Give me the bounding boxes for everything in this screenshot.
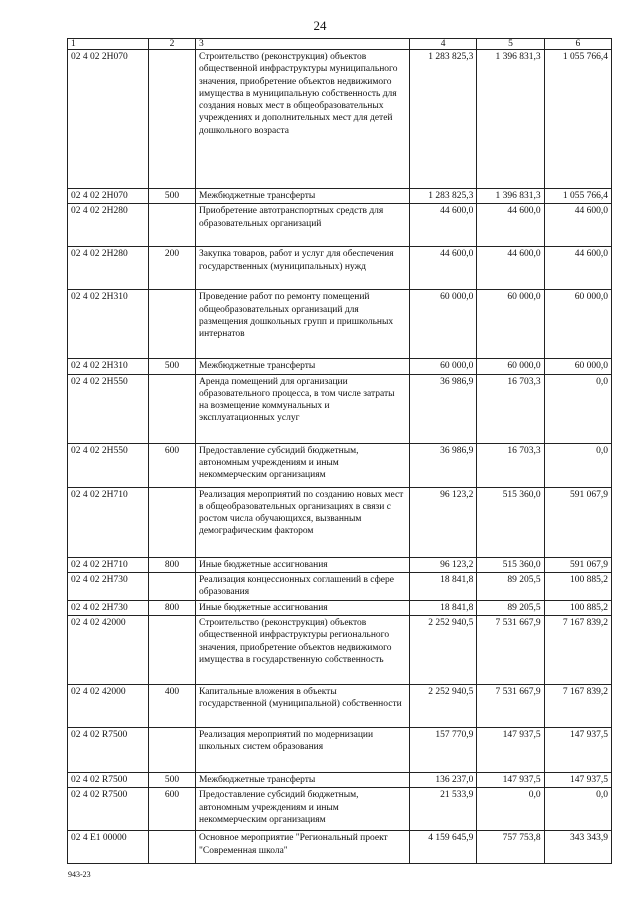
- header-col-3: 3: [196, 39, 410, 50]
- cell-value-col6: 591 067,9: [544, 557, 611, 572]
- table-row: [68, 204, 612, 247]
- cell-name: Межбюджетные трансферты: [196, 189, 410, 204]
- cell-expense-type: [149, 487, 196, 557]
- page-number: 24: [313, 18, 327, 33]
- cell-value-col4: 21 533,9: [410, 788, 477, 831]
- cell-value-col6: 60 000,0: [544, 359, 611, 374]
- cell-value-col5: 60 000,0: [477, 359, 544, 374]
- cell-code: 02 4 02 2Н710: [68, 557, 149, 572]
- cell-name: Реализация мероприятий по модернизации школьных систем образования: [196, 728, 410, 773]
- header-col-4: 4: [410, 39, 477, 50]
- cell-value-col4: 2 252 940,5: [410, 685, 477, 728]
- header-col-1: 1: [68, 39, 149, 50]
- cell-value-col4: 60 000,0: [410, 290, 477, 359]
- cell-code: 02 4 02 2Н730: [68, 572, 149, 600]
- cell-expense-type: [149, 728, 196, 773]
- cell-value-col4: 36 986,9: [410, 374, 477, 443]
- table-row: [68, 685, 612, 728]
- cell-value-col4: 60 000,0: [410, 359, 477, 374]
- table-row: [68, 189, 612, 204]
- cell-value-col4: 1 283 825,3: [410, 189, 477, 204]
- cell-value-col4: 44 600,0: [410, 247, 477, 290]
- cell-value-col4: 18 841,8: [410, 600, 477, 615]
- cell-expense-type: [149, 831, 196, 864]
- cell-expense-type: 400: [149, 685, 196, 728]
- cell-value-col5: 89 205,5: [477, 600, 544, 615]
- cell-name: Приобретение автотранспортных средств для образовательных организаций: [196, 204, 410, 247]
- cell-expense-type: 800: [149, 557, 196, 572]
- cell-expense-type: 500: [149, 773, 196, 788]
- cell-code: 02 4 02 2Н310: [68, 359, 149, 374]
- cell-value-col5: 757 753,8: [477, 831, 544, 864]
- table-row: [68, 359, 612, 374]
- cell-value-col4: 4 159 645,9: [410, 831, 477, 864]
- cell-code: 02 4 02 2Н730: [68, 600, 149, 615]
- cell-value-col6: 147 937,5: [544, 728, 611, 773]
- header-row: [68, 39, 612, 50]
- cell-value-col5: 44 600,0: [477, 204, 544, 247]
- table-row: [68, 374, 612, 443]
- cell-code: 02 4 02 R7500: [68, 773, 149, 788]
- cell-value-col4: 96 123,2: [410, 487, 477, 557]
- table-row: [68, 290, 612, 359]
- cell-value-col6: 0,0: [544, 788, 611, 831]
- cell-expense-type: [149, 290, 196, 359]
- table-row: [68, 728, 612, 773]
- header-col-5: 5: [477, 39, 544, 50]
- cell-value-col6: 7 167 839,2: [544, 685, 611, 728]
- cell-value-col4: 1 283 825,3: [410, 50, 477, 189]
- cell-value-col5: 1 396 831,3: [477, 50, 544, 189]
- cell-name: Строительство (реконструкция) объектов общественной инфраструктуры регионального значения, приобретение объектов недвижимого имущества в государственную собственность: [196, 616, 410, 685]
- cell-value-col6: 591 067,9: [544, 487, 611, 557]
- cell-expense-type: 600: [149, 443, 196, 487]
- cell-name: Межбюджетные трансферты: [196, 359, 410, 374]
- table-row: [68, 572, 612, 600]
- cell-name: Строительство (реконструкция) объектов общественной инфраструктуры муниципального значения, приобретение объектов недвижимого имущества в муниципальную собственность для создания новых мест в общеобразовательных учреждениях и дополнительных мест для детей дошкольного возраста: [196, 50, 410, 189]
- header-col-2: 2: [149, 39, 196, 50]
- cell-value-col4: 44 600,0: [410, 204, 477, 247]
- cell-value-col5: 147 937,5: [477, 773, 544, 788]
- cell-name: Иные бюджетные ассигнования: [196, 557, 410, 572]
- table-row: [68, 487, 612, 557]
- cell-value-col5: 7 531 667,9: [477, 685, 544, 728]
- cell-value-col5: 60 000,0: [477, 290, 544, 359]
- cell-value-col5: 89 205,5: [477, 572, 544, 600]
- table-row: [68, 50, 612, 189]
- cell-code: 02 4 E1 00000: [68, 831, 149, 864]
- cell-value-col6: 1 055 766,4: [544, 189, 611, 204]
- cell-value-col5: 1 396 831,3: [477, 189, 544, 204]
- table-row: [68, 247, 612, 290]
- cell-name: Основное мероприятие "Региональный проект "Современная школа": [196, 831, 410, 864]
- cell-value-col6: 343 343,9: [544, 831, 611, 864]
- cell-name: Закупка товаров, работ и услуг для обеспечения государственных (муниципальных) нужд: [196, 247, 410, 290]
- cell-value-col6: 7 167 839,2: [544, 616, 611, 685]
- cell-value-col6: 0,0: [544, 443, 611, 487]
- cell-expense-type: [149, 572, 196, 600]
- cell-name: Межбюджетные трансферты: [196, 773, 410, 788]
- cell-value-col5: 515 360,0: [477, 487, 544, 557]
- cell-code: 02 4 02 2Н070: [68, 189, 149, 204]
- cell-value-col6: 100 885,2: [544, 572, 611, 600]
- cell-value-col4: 2 252 940,5: [410, 616, 477, 685]
- cell-name: Реализация мероприятий по созданию новых мест в общеобразовательных организациях в связи с ростом числа обучающихся, вызванным демографическим фактором: [196, 487, 410, 557]
- table-row: [68, 788, 612, 831]
- cell-expense-type: 200: [149, 247, 196, 290]
- cell-expense-type: [149, 616, 196, 685]
- cell-expense-type: [149, 50, 196, 189]
- cell-value-col6: 44 600,0: [544, 204, 611, 247]
- cell-name: Предоставление субсидий бюджетным, автономным учреждениям и иным некоммерческим организациям: [196, 788, 410, 831]
- cell-code: 02 4 02 R7500: [68, 728, 149, 773]
- cell-code: 02 4 02 2Н280: [68, 204, 149, 247]
- cell-code: 02 4 02 2Н280: [68, 247, 149, 290]
- cell-name: Иные бюджетные ассигнования: [196, 600, 410, 615]
- cell-name: Проведение работ по ремонту помещений общеобразовательных организаций для размещения дошкольных групп и пришкольных интернатов: [196, 290, 410, 359]
- cell-value-col6: 147 937,5: [544, 773, 611, 788]
- table-row: [68, 831, 612, 864]
- cell-name: Аренда помещений для организации образовательного процесса, в том числе затраты на возмещение коммунальных и эксплуатационных услуг: [196, 374, 410, 443]
- cell-value-col5: 0,0: [477, 788, 544, 831]
- cell-expense-type: [149, 374, 196, 443]
- cell-value-col4: 136 237,0: [410, 773, 477, 788]
- cell-expense-type: 500: [149, 359, 196, 374]
- cell-value-col4: 96 123,2: [410, 557, 477, 572]
- cell-name: Предоставление субсидий бюджетным, автономным учреждениям и иным некоммерческим организациям: [196, 443, 410, 487]
- cell-name: Капитальные вложения в объекты государственной (муниципальной) собственности: [196, 685, 410, 728]
- table-row: [68, 773, 612, 788]
- cell-value-col5: 44 600,0: [477, 247, 544, 290]
- cell-code: 02 4 02 2Н550: [68, 443, 149, 487]
- cell-expense-type: 600: [149, 788, 196, 831]
- cell-code: 02 4 02 2Н070: [68, 50, 149, 189]
- budget-table: [67, 38, 612, 864]
- cell-value-col5: 16 703,3: [477, 374, 544, 443]
- cell-name: Реализация концессионных соглашений в сфере образования: [196, 572, 410, 600]
- cell-value-col5: 515 360,0: [477, 557, 544, 572]
- cell-code: 02 4 02 R7500: [68, 788, 149, 831]
- table-row: [68, 557, 612, 572]
- cell-code: 02 4 02 2Н550: [68, 374, 149, 443]
- cell-value-col5: 147 937,5: [477, 728, 544, 773]
- cell-value-col6: 60 000,0: [544, 290, 611, 359]
- cell-code: 02 4 02 42000: [68, 616, 149, 685]
- cell-value-col6: 0,0: [544, 374, 611, 443]
- footer-code: 943-23: [68, 870, 91, 879]
- cell-expense-type: 500: [149, 189, 196, 204]
- header-col-6: 6: [544, 39, 611, 50]
- cell-value-col6: 1 055 766,4: [544, 50, 611, 189]
- cell-value-col4: 157 770,9: [410, 728, 477, 773]
- cell-expense-type: 800: [149, 600, 196, 615]
- cell-value-col6: 100 885,2: [544, 600, 611, 615]
- cell-code: 02 4 02 2Н310: [68, 290, 149, 359]
- cell-value-col4: 18 841,8: [410, 572, 477, 600]
- cell-value-col6: 44 600,0: [544, 247, 611, 290]
- cell-expense-type: [149, 204, 196, 247]
- cell-value-col4: 36 986,9: [410, 443, 477, 487]
- cell-value-col5: 7 531 667,9: [477, 616, 544, 685]
- cell-code: 02 4 02 42000: [68, 685, 149, 728]
- table-row: [68, 600, 612, 615]
- cell-code: 02 4 02 2Н710: [68, 487, 149, 557]
- table-row: [68, 616, 612, 685]
- cell-value-col5: 16 703,3: [477, 443, 544, 487]
- table-row: [68, 443, 612, 487]
